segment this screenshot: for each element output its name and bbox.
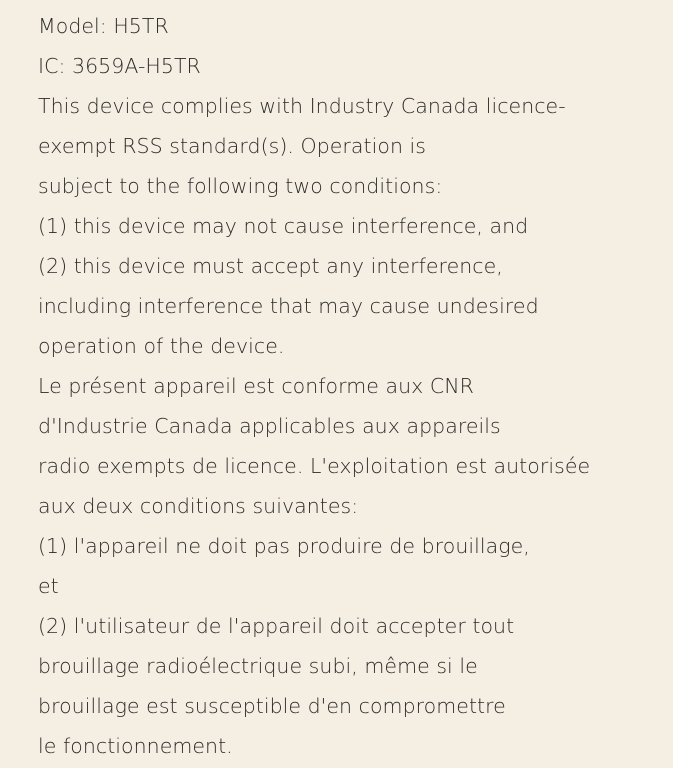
english-text-line: including interference that may cause undesired (38, 294, 539, 318)
french-text-line: aux deux conditions suivantes: (38, 494, 359, 518)
french-text-line: brouillage est susceptible d'en compromettre (38, 694, 506, 718)
english-text-line: exempt RSS standard(s). Operation is (38, 134, 427, 158)
french-text-line: et (38, 574, 59, 598)
model-line: Model: H5TR (38, 14, 169, 38)
english-text-line: operation of the device. (38, 334, 285, 358)
french-condition-line: (2) l'utilisateur de l'appareil doit accepter tout (38, 614, 515, 638)
english-text-line: This device complies with Industry Canada licence- (38, 94, 566, 118)
french-text-line: brouillage radioélectrique subi, même si le (38, 654, 478, 678)
english-condition-line: (1) this device may not cause interference, and (38, 214, 529, 238)
english-text-line: subject to the following two conditions: (38, 174, 443, 198)
french-text-line: d'Industrie Canada applicables aux appareils (38, 414, 501, 438)
english-condition-line: (2) this device must accept any interference, (38, 254, 503, 278)
french-text-line: Le présent appareil est conforme aux CNR (38, 374, 474, 398)
french-condition-line: (1) l'appareil ne doit pas produire de brouillage, (38, 534, 530, 558)
french-text-line: le fonctionnement. (38, 734, 233, 758)
compliance-statement (38, 6, 673, 766)
french-text-line: radio exempts de licence. L'exploitation est autorisée (38, 454, 591, 478)
ic-number-line: IC: 3659A-H5TR (38, 54, 201, 78)
